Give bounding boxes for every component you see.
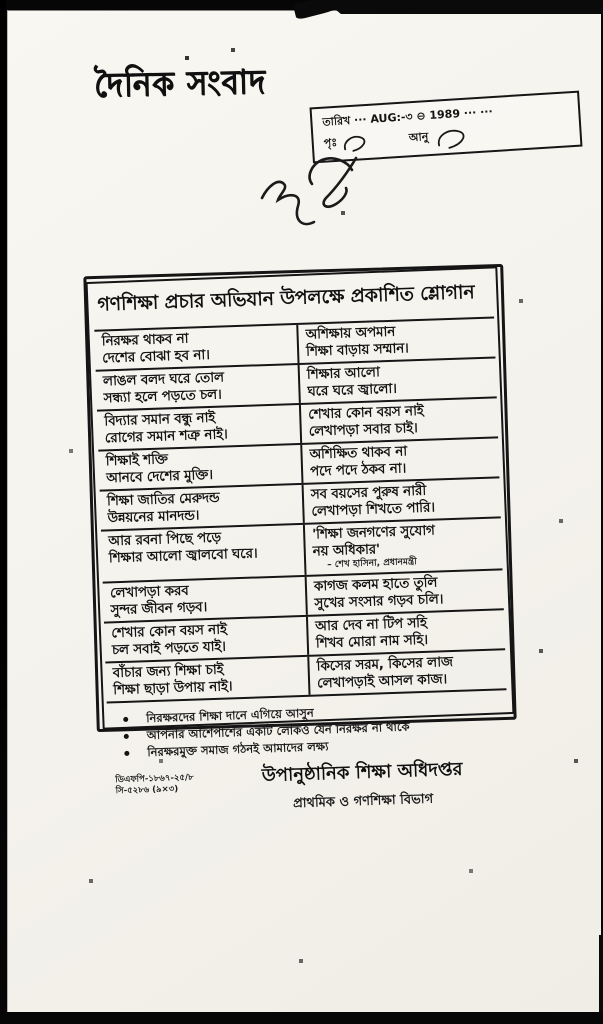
slogan-cell: [94, 325, 297, 370]
slogan-line: চল সবাই পড়তে যাই।: [111, 638, 227, 658]
slogan-line: কিসের সরম, কিসের লাজ: [316, 654, 454, 675]
slogan-line: শেখার কোন বয়স নাই: [307, 402, 424, 423]
slogan-cell: [105, 657, 308, 702]
slogan-line: অশিক্ষায় অপমান: [305, 323, 396, 343]
slogan-line: লেখাপড়া করব: [109, 582, 189, 602]
poster-title: গণশিক্ষা প্রচার অভিযান উপলক্ষে প্রকাশিত শ্লোগান: [97, 281, 475, 316]
scan-edge-left: [0, 0, 6, 860]
slogan-line: আর দেব না টিপ সহি: [315, 614, 428, 635]
slogan-cell: [98, 445, 301, 490]
slogan-cell: [300, 438, 499, 483]
org-division: প্রাথমিক ও গণশিক্ষা বিভাগ: [292, 791, 434, 812]
slogan-line: শিক্ষা জাতির মেরুদন্ড: [106, 489, 220, 510]
slogan-line: বিদ্যার সমান বন্ধু নাই: [104, 409, 216, 430]
education-slogan-poster: [83, 263, 518, 812]
poster-content: [93, 272, 507, 812]
slogan-line: সুন্দর জীবন গড়ব।: [110, 598, 208, 618]
slogan-cell: [96, 365, 299, 410]
slogan-line: শেখার কোন বয়স নাই: [111, 621, 228, 642]
slogan-line: রোগের সমান শত্রু নাই।: [104, 425, 228, 446]
slogan-line: কাগজ কলম হাতে তুলি: [313, 574, 438, 595]
bullet-text: আপনার আশেপাশের একটি লোকও যেন নিরক্ষর না থাকে: [146, 719, 410, 743]
slogan-line: বাঁচার জন্য শিক্ষা চাই: [112, 661, 224, 682]
slogan-cell: [100, 485, 303, 530]
newspaper-masthead: দৈনিক সংবাদ: [93, 62, 267, 106]
slogan-attribution: – শেখ হাসিনা, প্রধানমন্ত্রী: [327, 557, 417, 571]
slogan-line: লেখাপড়া শিখতে পারি।: [311, 499, 436, 520]
scan-edge-top: [330, 0, 603, 14]
slogan-cell: [104, 617, 307, 662]
slogan-line: শিক্ষার আলো জ্বালবো ঘরে।: [108, 544, 258, 566]
scribble-icon: [256, 148, 368, 230]
stamp-page-label: পৃঃ: [323, 135, 338, 150]
slogan-line: উন্নয়নের মানদন্ড।: [107, 506, 200, 526]
slogan-cell: [296, 318, 495, 363]
stamp-approx-label: আনু: [408, 130, 429, 145]
slogan-line: নয় অধিকার': [312, 540, 381, 560]
slogan-line: শিক্ষার আলো: [306, 364, 380, 383]
handwritten-curve-icon: [432, 125, 473, 151]
slogan-line: দেশের বোঝা হব না।: [101, 346, 211, 366]
slogan-line: সুখের সংসার গড়ব চলি।: [314, 590, 444, 612]
slogan-line: আর রবনা পিছে পড়ে: [108, 529, 222, 550]
bullet-text: নিরক্ষরমুক্ত সমাজ গঠনই আমাদের লক্ষ্য: [147, 739, 329, 760]
slogan-line: শিক্ষা বাড়ায় সম্মান।: [305, 339, 409, 360]
slogan-cell: [306, 610, 505, 655]
slogan-line: লেখাপড়া সবার চাই।: [308, 419, 418, 440]
handwritten-number-mark: [256, 148, 368, 234]
stamp-date-line: তারিখ ··· AUG:-৩ ⊖ 1989 ··· ···: [322, 105, 494, 129]
slogan-line: শিখব মোরা নাম সহি।: [315, 631, 429, 652]
slogan-line: সন্ধ্যা হলে পড়তে চল।: [103, 386, 222, 406]
reference-codes: [109, 763, 228, 798]
slogan-line: পদে পদে ঠকব না।: [309, 459, 407, 480]
slogan-cell: [299, 398, 498, 443]
slogan-line: নিরক্ষর থাকব না: [101, 330, 189, 350]
slogan-line: ঘরে ঘরে জ্বালো।: [307, 380, 398, 400]
scan-edge-right: [599, 935, 603, 1013]
bullet-text: নিরক্ষরদের শিক্ষা দানে এগিয়ে আসুন: [145, 705, 314, 726]
slogan-line: লাঙল বলদ ঘরে তোল: [102, 369, 225, 390]
slogan-cell: [103, 577, 306, 622]
slogan-cell: [302, 478, 501, 523]
issuing-organization: [227, 753, 511, 817]
slogan-cell: [101, 525, 305, 582]
slogan-line: শিক্ষা ছাড়া উপায় নাই।: [112, 677, 233, 698]
slogan-cell: [303, 518, 503, 575]
slogan-cell: [97, 405, 300, 450]
slogan-cell: [307, 650, 506, 695]
org-name: উপানুষ্ঠানিক শিক্ষা অধিদপ্তর: [261, 758, 463, 787]
slogan-line: 'শিক্ষা জনগণের সুযোগ: [311, 522, 435, 543]
slogan-line: আনবে দেশের মুক্তি।: [105, 466, 214, 486]
slogan-cell: [298, 358, 497, 403]
slogan-cell: [305, 570, 504, 615]
ref-code-line: সি-৫২৮৬ (৯×৩): [115, 784, 179, 797]
slogan-line: অশিক্ষিত থাকব না: [309, 443, 408, 463]
ref-code-line: ডিএফপি-১৮৬৭-২৫/৮: [115, 772, 194, 786]
slogan-line: লেখাপড়াই আসল কাজ।: [316, 670, 448, 692]
slogan-table: [94, 316, 506, 703]
slogan-line: সব বয়সের পুরুষ নারী: [310, 482, 427, 503]
bullet-dot-icon: [124, 734, 129, 739]
slogan-line: শিক্ষাই শক্তি: [105, 451, 169, 470]
bullet-dot-icon: [123, 717, 128, 722]
bullet-dot-icon: [124, 751, 129, 756]
